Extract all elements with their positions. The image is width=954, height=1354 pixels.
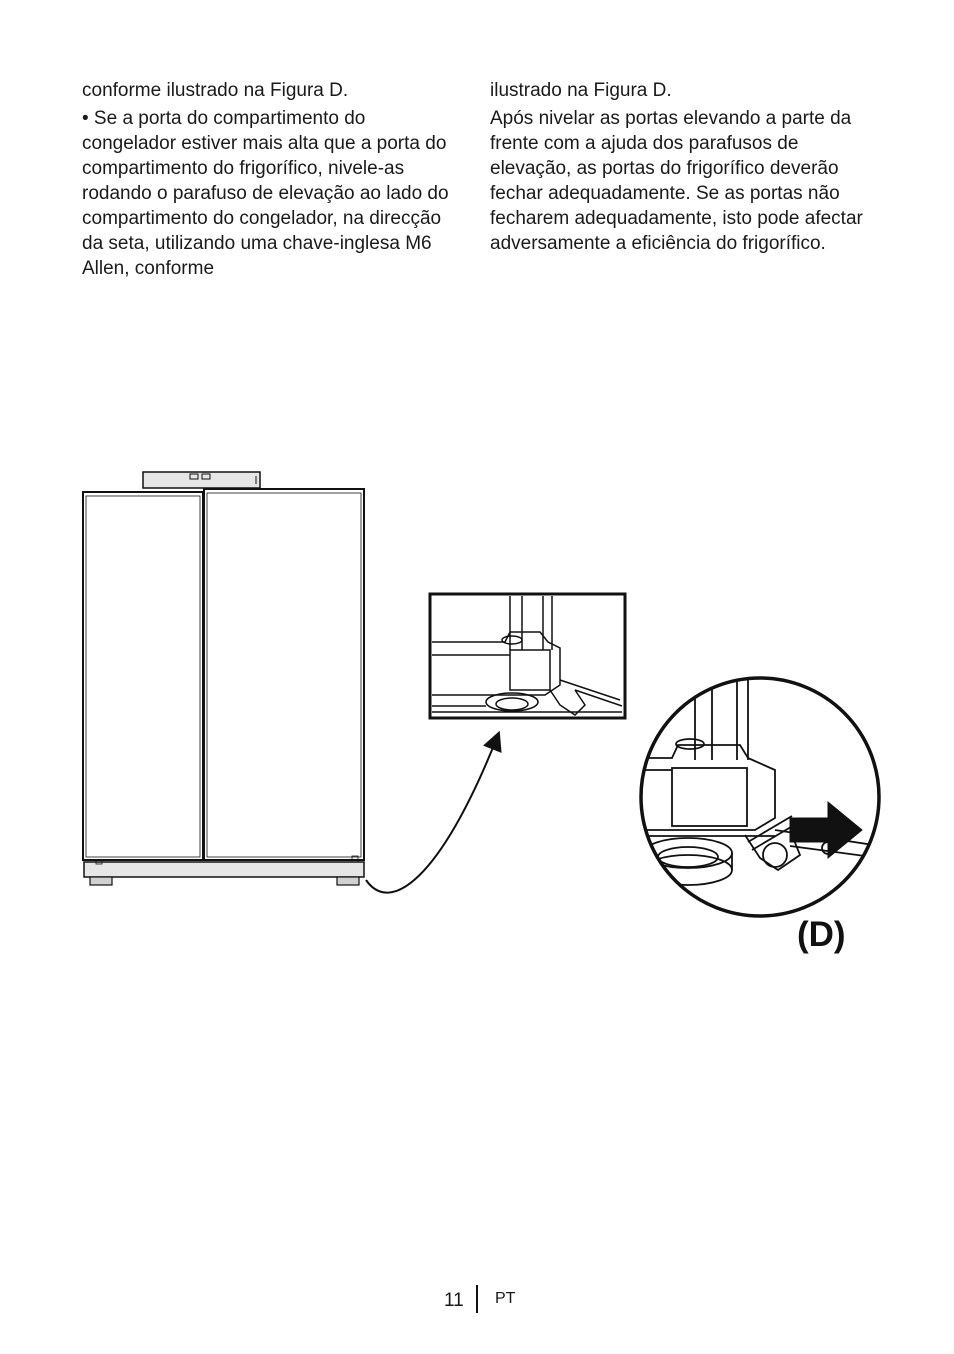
page-number: 11 <box>444 1290 464 1311</box>
refrigerator-drawing <box>83 472 364 885</box>
circle-detail <box>640 678 880 916</box>
inset-detail-box <box>430 594 625 718</box>
text-column-right <box>490 78 882 256</box>
text-column-left <box>82 78 460 281</box>
figure-d-illustration <box>0 440 954 980</box>
right-paragraph-2: Após nivelar as portas elevando a parte da frente com a ajuda dos parafusos de elevação, as portas do frigorífico deverão fechar adequadamente. Se as portas não fecharem adequadamente, isto pode afectar adversamente a eficiência do frigorífico. <box>490 108 863 254</box>
right-paragraph-1: ilustrado na Figura D. <box>490 80 672 101</box>
figure-label: (D) <box>797 915 846 954</box>
left-paragraph-1: conforme ilustrado na Figura D. <box>82 80 349 101</box>
pointer-arrow <box>366 740 496 893</box>
left-paragraph-2: • Se a porta do compartimento do congelador estiver mais alta que a porta do compartimento do frigorífico, nivele-as rodando o parafuso de elevação ao lado do compartimento do congelador, na direcção da seta, utilizando uma chave-inglesa M6 Allen, conforme <box>82 108 449 279</box>
footer-divider <box>476 1285 478 1313</box>
language-code: PT <box>495 1290 516 1307</box>
